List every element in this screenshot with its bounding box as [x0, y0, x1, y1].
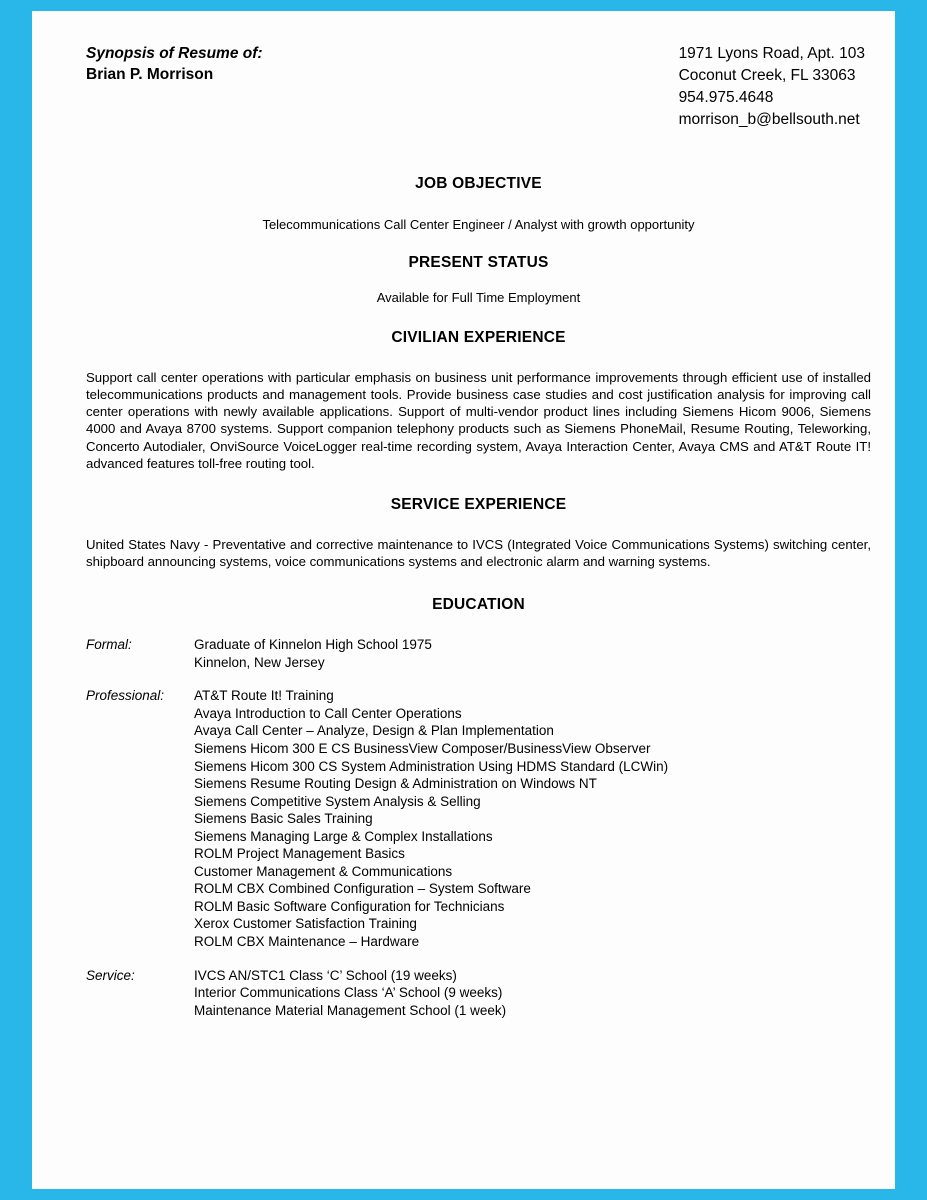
- address-line-2: Coconut Creek, FL 33063: [678, 67, 856, 84]
- heading-civilian-experience: CIVILIAN EXPERIENCE: [391, 329, 566, 346]
- list-item: Interior Communications Class ‘A’ School (9 weeks): [194, 985, 503, 1001]
- heading-job-objective: JOB OBJECTIVE: [415, 175, 542, 192]
- education-group-service: [86, 967, 871, 1020]
- phone-number: 954.975.4648: [678, 89, 774, 106]
- heading-present-status: PRESENT STATUS: [408, 254, 549, 271]
- list-item: Siemens Hicom 300 E CS BusinessView Composer/BusinessView Observer: [194, 740, 651, 756]
- list-item: Siemens Basic Sales Training: [194, 811, 373, 827]
- header-contact: [679, 43, 871, 131]
- education-label-formal: Formal:: [86, 637, 132, 653]
- list-item: Xerox Customer Satisfaction Training: [194, 916, 417, 932]
- list-item: ROLM CBX Combined Configuration – System Software: [194, 881, 531, 897]
- education-group-professional: [86, 687, 871, 950]
- civilian-experience-text: Support call center operations with particular emphasis on business unit performance improvements through efficient use of installed telecommunications products and management tools. Provide business case studies and cost justification analysis for improving call center operations with newly available applications. Support of multi-vendor product lines including Siemens Hicom 9006, Siemens 4000 and Avaya 8700 systems. Support companion telephony products such as Siemens PhoneMail, Resume Routing, Teleworking, Concerto Autodialer, OnviSource VoiceLogger real-time recording system, Avaya Interaction Center, Avaya CMS and AT&T Route IT! advanced features toll-free routing tool.: [86, 370, 871, 471]
- resume-header: [86, 43, 871, 131]
- list-item: ROLM Basic Software Configuration for Technicians: [194, 898, 505, 914]
- heading-service-experience: SERVICE EXPERIENCE: [390, 495, 567, 513]
- list-item: Avaya Introduction to Call Center Operations: [194, 705, 462, 721]
- list-item: IVCS AN/STC1 Class ‘C’ School (19 weeks): [194, 967, 457, 983]
- email-address: morrison_b@bellsouth.net: [678, 111, 860, 128]
- list-item: Avaya Call Center – Analyze, Design & Plan Implementation: [194, 723, 554, 739]
- list-item: Graduate of Kinnelon High School 1975: [194, 637, 432, 653]
- education-items-professional: [194, 687, 668, 950]
- job-objective-text: Telecommunications Call Center Engineer / Analyst with growth opportunity: [262, 217, 695, 232]
- education-label-professional: Professional:: [86, 688, 165, 704]
- education-group-formal: [86, 636, 871, 671]
- list-item: Customer Management & Communications: [194, 863, 453, 879]
- list-item: AT&T Route It! Training: [194, 688, 334, 704]
- list-item: Siemens Competitive System Analysis & Selling: [194, 793, 481, 809]
- address-line-1: 1971 Lyons Road, Apt. 103: [678, 45, 865, 62]
- service-experience-text: United States Navy - Preventative and corrective maintenance to IVCS (Integrated Voice Communications Systems) switching center, shipboard announcing systems, voice communications systems and electronic alarm and warning systems.: [86, 536, 871, 570]
- resume-content: [86, 43, 871, 1033]
- list-item: ROLM Project Management Basics: [194, 846, 405, 862]
- resume-paper: [32, 11, 895, 1189]
- candidate-name: Brian P. Morrison: [86, 66, 214, 84]
- list-item: Kinnelon, New Jersey: [194, 654, 325, 670]
- list-item: Siemens Managing Large & Complex Installations: [194, 828, 493, 844]
- education-groups: [86, 636, 871, 1019]
- education-items-formal: [194, 636, 432, 671]
- header-left: [86, 43, 263, 86]
- present-status-text: Available for Full Time Employment: [376, 290, 581, 305]
- education-label-service: Service:: [86, 967, 135, 983]
- list-item: Maintenance Material Management School (1 week): [194, 1002, 507, 1018]
- list-item: Siemens Resume Routing Design & Administration on Windows NT: [194, 776, 597, 792]
- heading-education: EDUCATION: [432, 596, 525, 614]
- list-item: Siemens Hicom 300 CS System Administration Using HDMS Standard (LCWin): [194, 758, 669, 774]
- education-items-service: [194, 967, 506, 1020]
- list-item: ROLM CBX Maintenance – Hardware: [194, 934, 420, 949]
- synopsis-label: Synopsis of Resume of:: [86, 45, 263, 62]
